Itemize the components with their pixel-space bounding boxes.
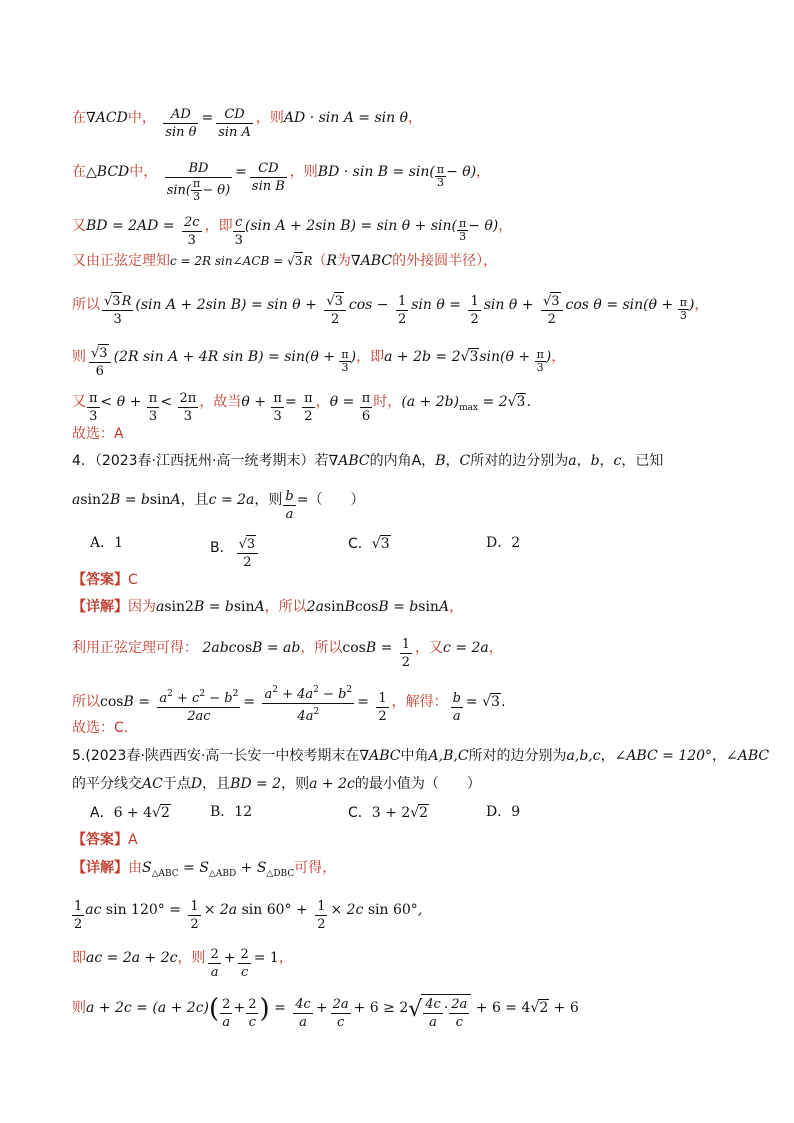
text: （ [312,253,327,269]
text: 所以 [72,694,100,710]
text: 利用正弦定理可得： [72,640,198,656]
text: ，已知 [621,453,664,469]
text: 中， [127,110,156,126]
text: 的内角A， [369,453,436,469]
q4-option-a[interactable]: A．1 [90,535,124,551]
text: 又 [72,218,86,234]
text: 即 [72,950,86,966]
detail-tag: 【详解】 [72,860,128,876]
text: 则 [72,349,86,365]
text: 为 [336,253,351,269]
text: 的外接圆半径）， [392,253,498,269]
proof-line-3: 又BD = 2AD = $\frac{2c}{3}$ ，即 $\frac{c}{3}$ (sin A + 2sin B) = sin θ + sin( $\frac{\pi}{3}$ − θ)， [72,215,513,248]
text: ，则 [254,492,283,508]
text: 在 [72,110,86,126]
text: 在 [72,164,86,180]
proof-line-4: 又由正弦定理知c = 2R sin∠ACB = √3R（R为∇ABC的外接圆半径）， [72,253,498,269]
q4-option-d[interactable]: D．2 [486,535,521,551]
text: ，解得： [391,694,448,710]
text: ，则 [255,110,284,126]
q4-detail-line-3: 所以cosB = $\frac{a^2 + c^2 - b^2}{2ac}$ = $\frac{a^2 + 4a^2 - b^2}{4a^2}$ = $\frac{1}{2}$ ，解得： $\frac{b}{a}$ = √3. [72,682,505,725]
text: A． [90,805,114,821]
text: C． [348,805,372,821]
q4-answer [72,572,138,588]
text: ，且 [202,776,231,792]
q5-answer [72,832,138,848]
text: ，即 [204,218,233,234]
q5-option-a[interactable]: A．6 + 4√2 [90,805,170,821]
q4-option-c[interactable]: C．√3 [348,536,390,552]
q5-option-b[interactable]: B．12 [210,804,253,820]
q5-stem-line-2: 的平分线交AC于点D，且BD = 2，则a + 2c的最小值为（ ） [72,776,481,792]
proof-line-7: 又 $\frac{\pi}{3}$ < θ + $\frac{\pi}{3}$ < $\frac{2\pi}{3}$ ，故当θ + $\frac{\pi}{3}$ = $\frac{\pi}{2}$ ，θ = $\frac{\pi}{6}$ 时，$(a + 2b)_{max} = 2√3$. [72,391,531,424]
text: 所对的边分别为 [470,453,569,469]
text: ，所以 [300,640,343,656]
proof-line-6: 则 $\frac{√3}{6}$ (2R sin A + 4R sin B) = sin(θ + $\frac{\pi}{3}$ )，即a + 2b = 2√3sin(θ + $\frac{\pi}{3}$ )， [72,346,566,379]
text: 可得， [294,860,337,876]
text: B． [210,540,234,556]
q4-detail-line-1: 【详解】因为asin2B = bsinA，所以2asinBcosB = bsinA， [72,599,464,615]
q5-stem-line-1: 5.(2023春·陕西西安·高一长安一中校考期末在∇ABC中角A,B,C所对的边分别为a,b,c，∠ABC = 120°，∠ABC [72,748,770,764]
q4-detail-line-2: 利用正弦定理可得： 2abcosB = ab，所以cosB = $\frac{1}{2}$ ，又c = 2a， [72,637,503,670]
text: 因为 [128,599,156,615]
answer-tag: 【答案】 [72,832,128,848]
text: 于点 [162,776,191,792]
proof-answer: 故选：A [72,426,124,442]
text: ，故当 [199,394,242,410]
question-number: 5. [72,748,86,764]
text: ，且 [180,492,209,508]
text: 若 [314,453,329,469]
answer-tag: 【答案】 [72,572,128,588]
proof-line-2: 在△BCD中， BD sin( $\frac{\pi}{3}$ − θ) = $\frac{CD}{\text{sin B}}$ ，则BD · sin B = sin( $\frac{\pi}{3}$ − θ)， [72,161,491,203]
q5-detail-line-2: $\frac{1}{2}$ ac sin 120° = $\frac{1}{2}$ × 2a sin 60° + $\frac{1}{2}$ × 2c sin 60°, [74,899,423,932]
question-number: 4． [72,453,95,469]
text: 中角 [400,748,429,764]
text: 又 [72,394,86,410]
q4-option-b[interactable]: B． $\frac{√3}{2}$ [210,535,261,571]
text: =（ ） [296,492,365,508]
answer-value: C [128,572,138,588]
text: 的最小值为（ ） [354,776,481,792]
text: 又由正弦定理知 [72,253,170,269]
text: 的平分线交 [72,776,142,792]
question-source: (2023春·陕西西安·高一长安一中校考期末 [85,748,346,764]
text: ，则 [289,164,318,180]
text: ，即 [356,349,385,365]
q5-option-c[interactable]: C．3 + 2√2 [348,805,429,821]
text: 则 [72,1000,86,1016]
q5-detail-line-1: 【详解】由$S_{\triangle ABC} = S_{\triangle ABD} + S_{\triangle DBC}$可得， [72,860,337,879]
proof-line-5: 所以 $\frac{√3R}{3}$ (sin A + 2sin B) = sin θ + $\frac{√3}{2}$ cos − $\frac{1}{2}$ sin θ = $\frac{1}{2}$ sin θ + $\frac{√3}{2}$ cos θ = sin(θ + $\frac{\pi}{3}$ )， [72,294,709,327]
answer-value: A [128,832,138,848]
q4-stem-line-1: 4．（2023春·江西抚州·高一统考期末）若∇ABC的内角A，B，C所对的边分别为a，b，c，已知 [72,453,664,469]
q5-option-d[interactable]: D．9 [486,804,521,820]
text: ，则 [281,776,310,792]
text: ，又 [415,640,444,656]
question-source: （2023春·江西抚州·高一统考期末） [94,453,315,469]
text: C． [348,536,372,552]
text: 所以 [72,297,100,313]
text: 在 [345,748,360,764]
proof-line-1: 在∇ACD中， $\frac{AD}{\text{sin θ}}$ = $\frac{CD}{\text{sin A}}$ ，则AD · sin A = sin θ， [72,107,423,140]
text: 时， [373,394,402,410]
q5-detail-line-3: 即ac = 2a + 2c，则 $\frac{2}{a}$ + $\frac{2}{c}$ = 1， [72,947,293,980]
detail-tag: 【详解】 [72,599,128,615]
text: 所对的边分别为 [468,748,567,764]
text: ，所以 [264,599,307,615]
q4-choice: 故选：C. [72,720,129,736]
text: ，则 [177,950,206,966]
text: 中， [129,164,158,180]
text: 由 [128,860,142,876]
q5-detail-line-4: 则a + 2c = (a + 2c)( $\frac{2}{a}$ + $\frac{2}{c}$ ) = $\frac{4c}{a}$ + $\frac{2a}{c}$ + 6 ≥ 2√ $\frac{4c}{a}$ · $\frac{2a}{c}$ + 6 = 4√2 + 6 [72,994,579,1030]
q4-stem-line-2: asin2B = bsinA，且c = 2a，则 $\frac{b}{a}$ =（ ） [72,489,365,522]
text: ， [315,394,330,410]
